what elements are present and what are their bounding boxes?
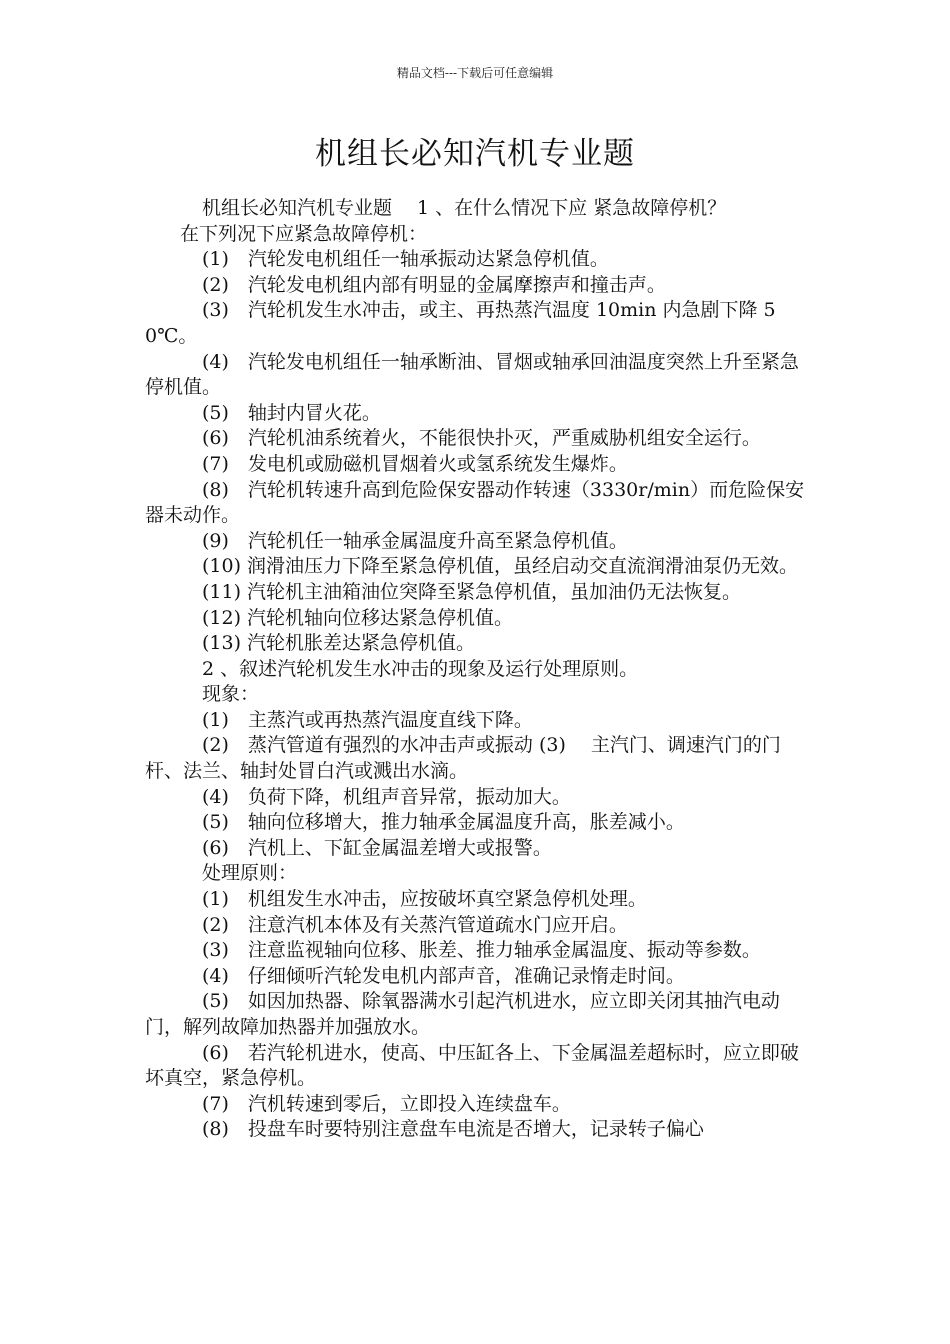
document-title: 机组长必知汽机专业题 — [315, 136, 635, 172]
paragraph: 现象： — [202, 683, 260, 706]
paragraph: (4) 仔细倾听汽轮发电机内部声音，准确记录惰走时间。 — [202, 964, 685, 987]
page-header: 精品文档---下载后可任意编辑 — [396, 66, 554, 80]
paragraph: 2 、叙述汽轮机发生水冲击的现象及运行处理原则。 — [202, 657, 639, 680]
paragraph: 处理原则： — [202, 862, 298, 885]
paragraph: (10) 润滑油压力下降至紧急停机值，虽经启动交直流润滑油泵仍无效。 — [202, 555, 799, 578]
paragraph: (3) 注意监视轴向位移、胀差、推力轴承金属温度、振动等参数。 — [202, 939, 761, 962]
paragraph: (1) 机组发生水冲击，应按破坏真空紧急停机处理。 — [202, 888, 647, 911]
document-body — [145, 196, 810, 1143]
paragraph: (4) 汽轮发电机组任一轴承断油、冒烟或轴承回油温度突然上升至紧急停机值。 — [145, 350, 799, 399]
paragraph: (6) 若汽轮机进水，使高、中压缸各上、下金属温差超标时，应立即破坏真空，紧急停机。 — [145, 1041, 799, 1090]
paragraph: (4) 负荷下降，机组声音异常，振动加大。 — [202, 785, 571, 808]
paragraph: (6) 汽轮机油系统着火，不能很快扑灭，严重威胁机组安全运行。 — [202, 427, 761, 450]
paragraph: (13) 汽轮机胀差达紧急停机值。 — [202, 632, 476, 655]
paragraph: (2) 注意汽机本体及有关蒸汽管道疏水门应开启。 — [202, 913, 628, 936]
paragraph: (1) 主蒸汽或再热蒸汽温度直线下降。 — [202, 708, 533, 731]
paragraph: (1) 汽轮发电机组任一轴承振动达紧急停机值。 — [202, 248, 609, 271]
paragraph: (2) 汽轮发电机组内部有明显的金属摩擦声和撞击声。 — [202, 273, 666, 296]
paragraph: (5) 轴封内冒火花。 — [202, 401, 381, 424]
paragraph: (8) 投盘车时要特别注意盘车电流是否增大，记录转子偏心 — [202, 1118, 704, 1141]
paragraph: (3) 汽轮机发生水冲击，或主、再热蒸汽温度 10min 内急剧下降 50℃。 — [145, 299, 776, 347]
paragraph: 在下列况下应紧急故障停机： — [180, 222, 428, 245]
paragraph: (7) 发电机或励磁机冒烟着火或氢系统发生爆炸。 — [202, 452, 628, 475]
paragraph: (2) 蒸汽管道有强烈的水冲击声或振动 (3) 主汽门、调速汽门的门杆、法兰、轴封处冒白汽或溅出水滴。 — [145, 734, 781, 783]
paragraph: (8) 汽轮机转速升高到危险保安器动作转速（3330r/min）而危险保安器未动作。 — [145, 478, 805, 527]
paragraph: (7) 汽机转速到零后，立即投入连续盘车。 — [202, 1092, 571, 1115]
paragraph: (6) 汽机上、下缸金属温差增大或报警。 — [202, 836, 552, 859]
paragraph: (5) 轴向位移增大，推力轴承金属温度升高，胀差减小。 — [202, 811, 685, 834]
paragraph: (11) 汽轮机主油箱油位突降至紧急停机值，虽加油仍无法恢复。 — [202, 580, 742, 603]
paragraph: 机组长必知汽机专业题 1 、在什么情况下应 紧急故障停机？ — [202, 197, 727, 219]
paragraph: (5) 如因加热器、除氧器满水引起汽机进水，应立即关闭其抽汽电动门，解列故障加热器并加强放水。 — [145, 990, 780, 1038]
paragraph: (12) 汽轮机轴向位移达紧急停机值。 — [202, 606, 514, 629]
paragraph: (9) 汽轮机任一轴承金属温度升高至紧急停机值。 — [202, 529, 628, 552]
